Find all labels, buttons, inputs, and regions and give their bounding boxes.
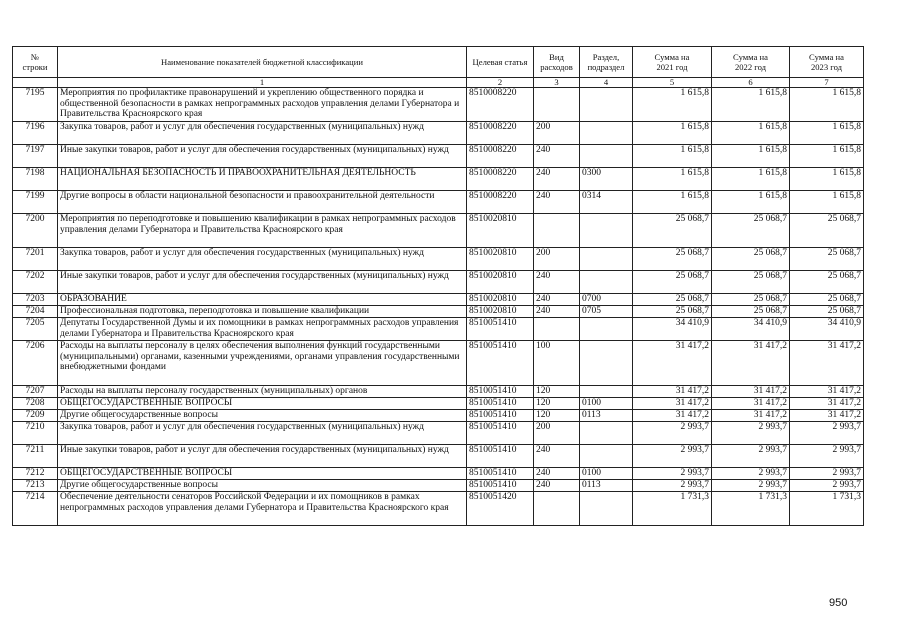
row-expense-type: 240 [534, 145, 580, 168]
row-section: 0314 [580, 191, 633, 214]
row-number: 7209 [13, 410, 58, 422]
row-name: Иные закупки товаров, работ и услуг для обеспечения государственных (муниципальных) нужд [58, 145, 467, 168]
row-sum-2021: 1 615,8 [633, 145, 712, 168]
row-sum-2022: 1 615,8 [712, 191, 790, 214]
row-number: 7202 [13, 271, 58, 294]
row-number: 7206 [13, 341, 58, 386]
row-number: 7213 [13, 480, 58, 492]
row-sum-2023: 2 993,7 [790, 468, 864, 480]
table-row [13, 271, 864, 294]
column-number: 1 [58, 78, 467, 88]
row-number: 7205 [13, 318, 58, 341]
row-number: 7198 [13, 168, 58, 191]
row-target-code: 8510020810 [467, 306, 534, 318]
table-row [13, 468, 864, 480]
header-sum-2022: Сумма на 2022 год [712, 47, 790, 78]
row-sum-2023: 1 615,8 [790, 168, 864, 191]
row-section: 0700 [580, 294, 633, 306]
row-expense-type: 120 [534, 386, 580, 398]
row-sum-2022: 1 731,3 [712, 492, 790, 526]
column-number: 5 [633, 78, 712, 88]
row-section [580, 386, 633, 398]
row-sum-2021: 1 615,8 [633, 122, 712, 145]
row-sum-2023: 1 615,8 [790, 191, 864, 214]
row-sum-2023: 1 615,8 [790, 88, 864, 122]
table-row [13, 248, 864, 271]
row-target-code: 8510020810 [467, 271, 534, 294]
row-target-code: 8510008220 [467, 168, 534, 191]
row-name: Расходы на выплаты персоналу в целях обеспечения выполнения функций государственными (муниципальными) органами, казенными учреждениями, органами управления государственными внебюджетными фондами [58, 341, 467, 386]
row-target-code: 8510051410 [467, 410, 534, 422]
row-number: 7204 [13, 306, 58, 318]
row-sum-2022: 1 615,8 [712, 88, 790, 122]
row-sum-2023: 31 417,2 [790, 410, 864, 422]
budget-table [12, 46, 864, 526]
column-number: 7 [790, 78, 864, 88]
row-section [580, 341, 633, 386]
row-name: Закупка товаров, работ и услуг для обеспечения государственных (муниципальных) нужд [58, 248, 467, 271]
table-row [13, 398, 864, 410]
table-row [13, 422, 864, 445]
row-sum-2021: 25 068,7 [633, 294, 712, 306]
row-number: 7199 [13, 191, 58, 214]
table-row [13, 318, 864, 341]
row-number: 7201 [13, 248, 58, 271]
header-name: Наименование показателей бюджетной классификации [58, 47, 467, 78]
row-name: Иные закупки товаров, работ и услуг для обеспечения государственных (муниципальных) нужд [58, 445, 467, 468]
row-sum-2023: 31 417,2 [790, 341, 864, 386]
table-row [13, 88, 864, 122]
row-target-code: 8510051410 [467, 341, 534, 386]
row-section [580, 122, 633, 145]
row-sum-2022: 2 993,7 [712, 480, 790, 492]
row-expense-type: 120 [534, 398, 580, 410]
row-target-code: 8510051410 [467, 480, 534, 492]
header-sum-2023: Сумма на 2023 год [790, 47, 864, 78]
row-sum-2021: 2 993,7 [633, 422, 712, 445]
row-section: 0705 [580, 306, 633, 318]
row-sum-2022: 31 417,2 [712, 341, 790, 386]
row-target-code: 8510051410 [467, 398, 534, 410]
row-expense-type: 240 [534, 468, 580, 480]
row-name: Мероприятия по профилактике правонарушений и укреплению общественного порядка и общественной безопасности в рамках непрограммных расходов управления делами Губернатора и Правительства Красноярского края [58, 88, 467, 122]
row-sum-2022: 25 068,7 [712, 294, 790, 306]
row-sum-2023: 2 993,7 [790, 480, 864, 492]
row-sum-2021: 34 410,9 [633, 318, 712, 341]
row-number: 7208 [13, 398, 58, 410]
row-expense-type: 200 [534, 422, 580, 445]
row-sum-2023: 1 615,8 [790, 122, 864, 145]
row-expense-type: 240 [534, 306, 580, 318]
row-sum-2023: 2 993,7 [790, 445, 864, 468]
row-name: ОБЩЕГОСУДАРСТВЕННЫЕ ВОПРОСЫ [58, 398, 467, 410]
row-sum-2021: 25 068,7 [633, 271, 712, 294]
row-expense-type: 240 [534, 445, 580, 468]
row-target-code: 8510051410 [467, 386, 534, 398]
row-target-code: 8510008220 [467, 145, 534, 168]
row-name: Другие вопросы в области национальной безопасности и правоохранительной деятельности [58, 191, 467, 214]
row-sum-2022: 2 993,7 [712, 468, 790, 480]
row-sum-2021: 25 068,7 [633, 248, 712, 271]
row-target-code: 8510008220 [467, 88, 534, 122]
row-name: Мероприятия по переподготовке и повышению квалификации в рамках непрограммных расходов управления делами Губернатора и Правительства Красноярского края [58, 214, 467, 248]
row-target-code: 8510020810 [467, 294, 534, 306]
column-number: 3 [534, 78, 580, 88]
row-sum-2021: 2 993,7 [633, 445, 712, 468]
row-section: 0100 [580, 468, 633, 480]
row-sum-2021: 25 068,7 [633, 306, 712, 318]
table-row [13, 492, 864, 526]
row-section [580, 88, 633, 122]
row-expense-type: 240 [534, 294, 580, 306]
row-expense-type: 240 [534, 191, 580, 214]
table-row [13, 445, 864, 468]
row-section: 0113 [580, 480, 633, 492]
row-expense-type: 100 [534, 341, 580, 386]
row-sum-2021: 1 615,8 [633, 88, 712, 122]
row-sum-2021: 1 615,8 [633, 168, 712, 191]
row-name: Другие общегосударственные вопросы [58, 410, 467, 422]
row-target-code: 8510008220 [467, 122, 534, 145]
row-sum-2023: 25 068,7 [790, 306, 864, 318]
row-number: 7196 [13, 122, 58, 145]
table-body [13, 88, 864, 526]
row-name: Закупка товаров, работ и услуг для обеспечения государственных (муниципальных) нужд [58, 122, 467, 145]
row-sum-2023: 25 068,7 [790, 214, 864, 248]
row-expense-type [534, 318, 580, 341]
row-sum-2021: 31 417,2 [633, 386, 712, 398]
row-sum-2022: 2 993,7 [712, 422, 790, 445]
row-sum-2023: 2 993,7 [790, 422, 864, 445]
header-vid: Вид расходов [534, 47, 580, 78]
row-sum-2022: 1 615,8 [712, 122, 790, 145]
header-razdel: Раздел, подраздел [580, 47, 633, 78]
row-target-code: 8510008220 [467, 191, 534, 214]
row-sum-2023: 1 731,3 [790, 492, 864, 526]
row-sum-2022: 34 410,9 [712, 318, 790, 341]
row-expense-type: 200 [534, 248, 580, 271]
row-sum-2023: 25 068,7 [790, 248, 864, 271]
row-sum-2023: 31 417,2 [790, 398, 864, 410]
row-name: Закупка товаров, работ и услуг для обеспечения государственных (муниципальных) нужд [58, 422, 467, 445]
row-sum-2023: 34 410,9 [790, 318, 864, 341]
row-number: 7200 [13, 214, 58, 248]
row-sum-2022: 25 068,7 [712, 306, 790, 318]
table-row [13, 386, 864, 398]
row-sum-2021: 2 993,7 [633, 468, 712, 480]
row-name: Профессиональная подготовка, переподготовка и повышение квалификации [58, 306, 467, 318]
row-section [580, 214, 633, 248]
header-row [13, 47, 864, 78]
row-section [580, 445, 633, 468]
row-name: Другие общегосударственные вопросы [58, 480, 467, 492]
row-target-code: 8510020810 [467, 214, 534, 248]
column-number: 2 [467, 78, 534, 88]
row-sum-2021: 31 417,2 [633, 410, 712, 422]
header-row-no: № строки [13, 47, 58, 78]
row-section: 0113 [580, 410, 633, 422]
row-expense-type [534, 214, 580, 248]
header-sum-2021: Сумма на 2021 год [633, 47, 712, 78]
row-name: ОБРАЗОВАНИЕ [58, 294, 467, 306]
row-expense-type [534, 88, 580, 122]
table-row [13, 410, 864, 422]
row-target-code: 8510051410 [467, 468, 534, 480]
table-row [13, 341, 864, 386]
table-row [13, 191, 864, 214]
page-number: 950 [829, 597, 848, 609]
row-section: 0300 [580, 168, 633, 191]
row-sum-2023: 1 615,8 [790, 145, 864, 168]
table-row [13, 145, 864, 168]
table-row [13, 294, 864, 306]
row-number: 7211 [13, 445, 58, 468]
column-number [13, 78, 58, 88]
row-name: Расходы на выплаты персоналу государственных (муниципальных) органов [58, 386, 467, 398]
row-sum-2022: 31 417,2 [712, 386, 790, 398]
table-row [13, 168, 864, 191]
row-name: НАЦИОНАЛЬНАЯ БЕЗОПАСНОСТЬ И ПРАВООХРАНИТЕЛЬНАЯ ДЕЯТЕЛЬНОСТЬ [58, 168, 467, 191]
row-sum-2022: 25 068,7 [712, 271, 790, 294]
row-section: 0100 [580, 398, 633, 410]
row-section [580, 248, 633, 271]
row-section [580, 145, 633, 168]
row-number: 7197 [13, 145, 58, 168]
row-sum-2021: 25 068,7 [633, 214, 712, 248]
row-sum-2022: 25 068,7 [712, 248, 790, 271]
row-number: 7195 [13, 88, 58, 122]
table-row [13, 480, 864, 492]
row-name: Депутаты Государственной Думы и их помощники в рамках непрограммных расходов управления делами Губернатора и Правительства Красноярского края [58, 318, 467, 341]
row-section [580, 422, 633, 445]
row-section [580, 271, 633, 294]
row-name: Обеспечение деятельности сенаторов Российской Федерации и их помощников в рамках непрограммных расходов управления делами Губернатора и Правительства Красноярского края [58, 492, 467, 526]
row-name: Иные закупки товаров, работ и услуг для обеспечения государственных (муниципальных) нужд [58, 271, 467, 294]
column-number-row [13, 78, 864, 88]
row-section [580, 492, 633, 526]
table-row [13, 306, 864, 318]
row-sum-2022: 31 417,2 [712, 410, 790, 422]
row-sum-2021: 2 993,7 [633, 480, 712, 492]
table-row [13, 122, 864, 145]
row-number: 7212 [13, 468, 58, 480]
column-number: 4 [580, 78, 633, 88]
row-sum-2023: 25 068,7 [790, 294, 864, 306]
column-number: 6 [712, 78, 790, 88]
row-sum-2021: 1 615,8 [633, 191, 712, 214]
row-number: 7203 [13, 294, 58, 306]
row-number: 7214 [13, 492, 58, 526]
row-name: ОБЩЕГОСУДАРСТВЕННЫЕ ВОПРОСЫ [58, 468, 467, 480]
row-target-code: 8510020810 [467, 248, 534, 271]
row-sum-2023: 31 417,2 [790, 386, 864, 398]
row-expense-type: 240 [534, 271, 580, 294]
row-sum-2021: 1 731,3 [633, 492, 712, 526]
row-sum-2022: 25 068,7 [712, 214, 790, 248]
row-sum-2021: 31 417,2 [633, 398, 712, 410]
row-sum-2023: 25 068,7 [790, 271, 864, 294]
row-target-code: 8510051410 [467, 422, 534, 445]
row-number: 7210 [13, 422, 58, 445]
row-expense-type: 200 [534, 122, 580, 145]
row-sum-2022: 2 993,7 [712, 445, 790, 468]
row-number: 7207 [13, 386, 58, 398]
row-target-code: 8510051410 [467, 318, 534, 341]
header-code: Целевая статья [467, 47, 534, 78]
row-sum-2022: 31 417,2 [712, 398, 790, 410]
row-sum-2022: 1 615,8 [712, 145, 790, 168]
row-sum-2022: 1 615,8 [712, 168, 790, 191]
row-section [580, 318, 633, 341]
row-expense-type: 240 [534, 168, 580, 191]
row-target-code: 8510051410 [467, 445, 534, 468]
table-row [13, 214, 864, 248]
row-expense-type [534, 492, 580, 526]
row-target-code: 8510051420 [467, 492, 534, 526]
row-expense-type: 120 [534, 410, 580, 422]
row-expense-type: 240 [534, 480, 580, 492]
row-sum-2021: 31 417,2 [633, 341, 712, 386]
